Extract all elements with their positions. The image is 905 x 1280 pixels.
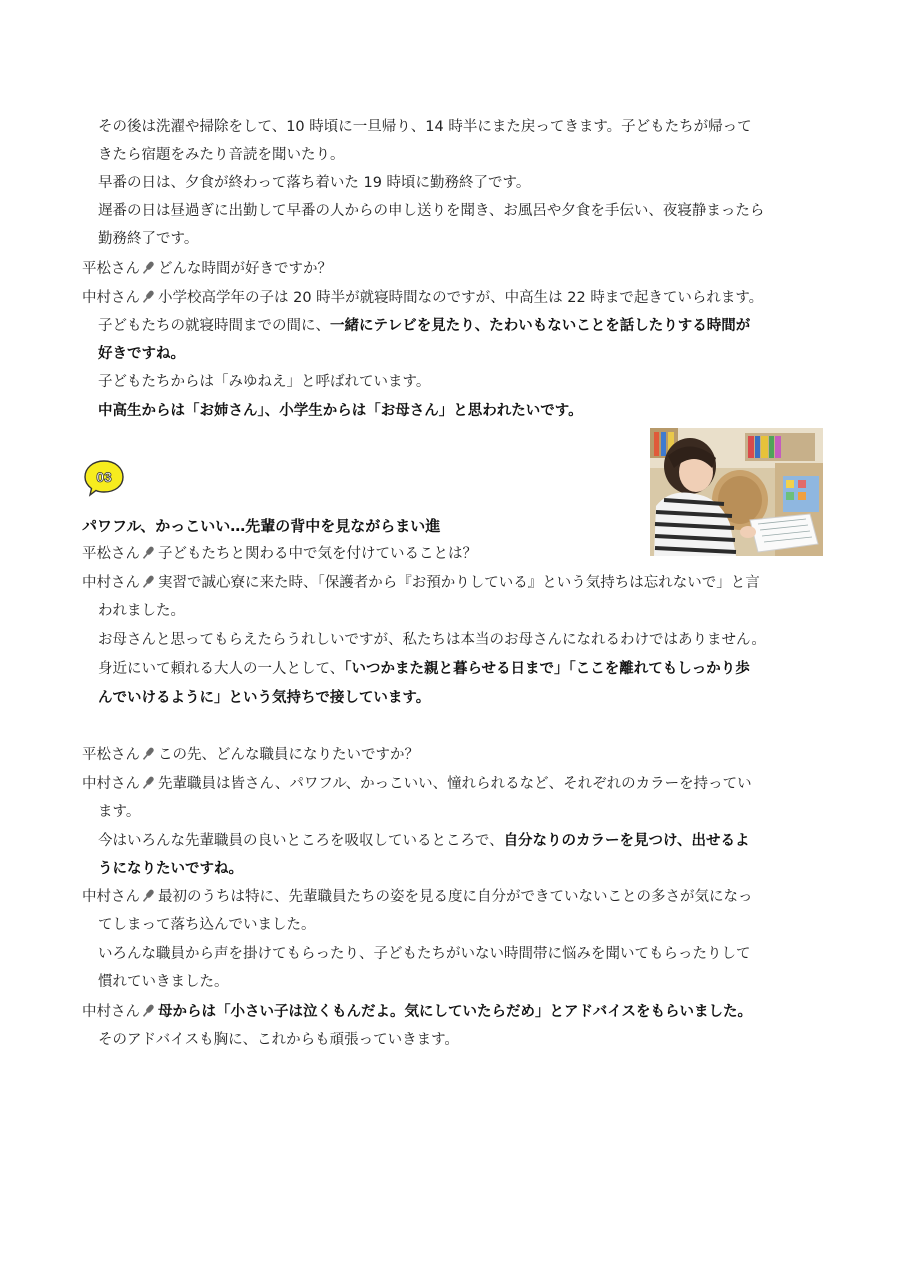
question-line	[82, 745, 419, 765]
speaker-name: 中村さん	[82, 290, 140, 306]
answer-text: 小学校高学年の子は 20 時半が就寝時間なのですが、中高生は 22 時まで起きていられます。	[158, 290, 764, 306]
microphone-icon	[140, 746, 156, 762]
answer-text: 身近にいて頼れる大人の一人として、	[98, 661, 345, 677]
emphasis-text: 「いつかまた親と暮らせる日まで」「ここを離れてもしっかり歩	[344, 661, 750, 677]
answer-text: われました。	[98, 603, 185, 619]
speaker-name: 平松さん	[82, 546, 140, 562]
answer-text: 子どもたちからは「みゆねえ」と呼ばれています。	[98, 374, 431, 390]
answer-text: そのアドバイスも胸に、これからも頑張っていきます。	[98, 1032, 459, 1048]
emphasis-text: 一緒にテレビを見たり、たわいもないことを話したりする時間が	[330, 318, 751, 334]
body-text: 遅番の日は昼過ぎに出勤して早番の人からの申し送りを聞き、お風呂や夕食を手伝い、夜寝静まったら	[98, 203, 765, 219]
body-text: 早番の日は、夕食が終わって落ち着いた 19 時頃に勤務終了です。	[98, 175, 531, 191]
question-text: 子どもたちと関わる中で気を付けていることは？	[158, 546, 477, 562]
answer-text: 先輩職員は皆さん、パワフル、かっこいい、憧れられるなど、それぞれのカラーを持ってい	[158, 776, 752, 792]
body-text: その後は洗濯や掃除をして、10 時頃に一旦帰り、14 時半にまた戻ってきます。子どもたちが帰って	[98, 119, 752, 135]
answer-text: 今はいろんな先輩職員の良いところを吸収しているところで、	[98, 833, 504, 849]
answer-text: 最初のうちは特に、先輩職員たちの姿を見る度に自分ができていないことの多さが気になっ	[158, 889, 753, 905]
staff-photo	[650, 428, 823, 556]
emphasis-text: 中高生からは「お姉さん」、小学生からは「お母さん」と思われたいです。	[98, 403, 583, 419]
microphone-icon	[140, 888, 156, 904]
answer-text: てしまって落ち込んでいました。	[98, 917, 316, 933]
answer-line	[98, 831, 749, 851]
badge-number: 03	[96, 469, 112, 485]
microphone-icon	[140, 260, 156, 276]
body-text: 勤務終了です。	[98, 231, 199, 247]
answer-text: いろんな職員から声を掛けてもらったり、子どもたちがいない時間帯に悩みを聞いてもらったりして	[98, 946, 751, 962]
section-title: パワフル、かっこいい…先輩の背中を見ながらまい進	[82, 517, 441, 535]
answer-line	[82, 1002, 752, 1022]
microphone-icon	[140, 1003, 156, 1019]
question-line	[82, 259, 332, 279]
speaker-name: 平松さん	[82, 747, 140, 763]
emphasis-text: 好きですね。	[98, 346, 185, 362]
answer-line	[98, 316, 750, 336]
question-text: この先、どんな職員になりたいですか？	[158, 747, 419, 763]
answer-text: 子どもたちの就寝時間までの間に、	[98, 318, 330, 334]
question-text: どんな時間が好きですか？	[158, 261, 332, 277]
answer-text: お母さんと思ってもらえたらうれしいですが、私たちは本当のお母さんになれるわけではありません。	[98, 632, 766, 648]
photo-illustration	[650, 428, 823, 556]
emphasis-text: んでいけるように」という気持ちで接しています。	[98, 690, 431, 706]
answer-line	[98, 659, 750, 679]
speaker-name: 平松さん	[82, 261, 140, 277]
microphone-icon	[140, 289, 156, 305]
answer-line	[82, 774, 752, 794]
microphone-icon	[140, 545, 156, 561]
section-number-badge	[82, 458, 126, 498]
emphasis-text: 母からは「小さい子は泣くもんだよ。気にしていたらだめ」とアドバイスをもらいました。	[158, 1004, 753, 1020]
emphasis-text: うになりたいですね。	[98, 861, 243, 877]
answer-text: 慣れていきました。	[98, 974, 229, 990]
answer-line	[82, 288, 763, 308]
speaker-name: 中村さん	[82, 889, 140, 905]
microphone-icon	[140, 574, 156, 590]
microphone-icon	[140, 775, 156, 791]
speaker-name: 中村さん	[82, 1004, 140, 1020]
speaker-name: 中村さん	[82, 776, 140, 792]
answer-text: 実習で誠心寮に来た時、「保護者から『お預かりしている』という気持ちは忘れないで」と言	[158, 575, 760, 591]
body-text: きたら宿題をみたり音読を聞いたり。	[98, 147, 345, 163]
emphasis-text: 自分なりのカラーを見つけ、出せるよ	[503, 833, 750, 849]
answer-line	[82, 573, 760, 593]
answer-text: ます。	[98, 804, 141, 820]
answer-line	[82, 887, 753, 907]
speaker-name: 中村さん	[82, 575, 140, 591]
question-line	[82, 544, 477, 564]
